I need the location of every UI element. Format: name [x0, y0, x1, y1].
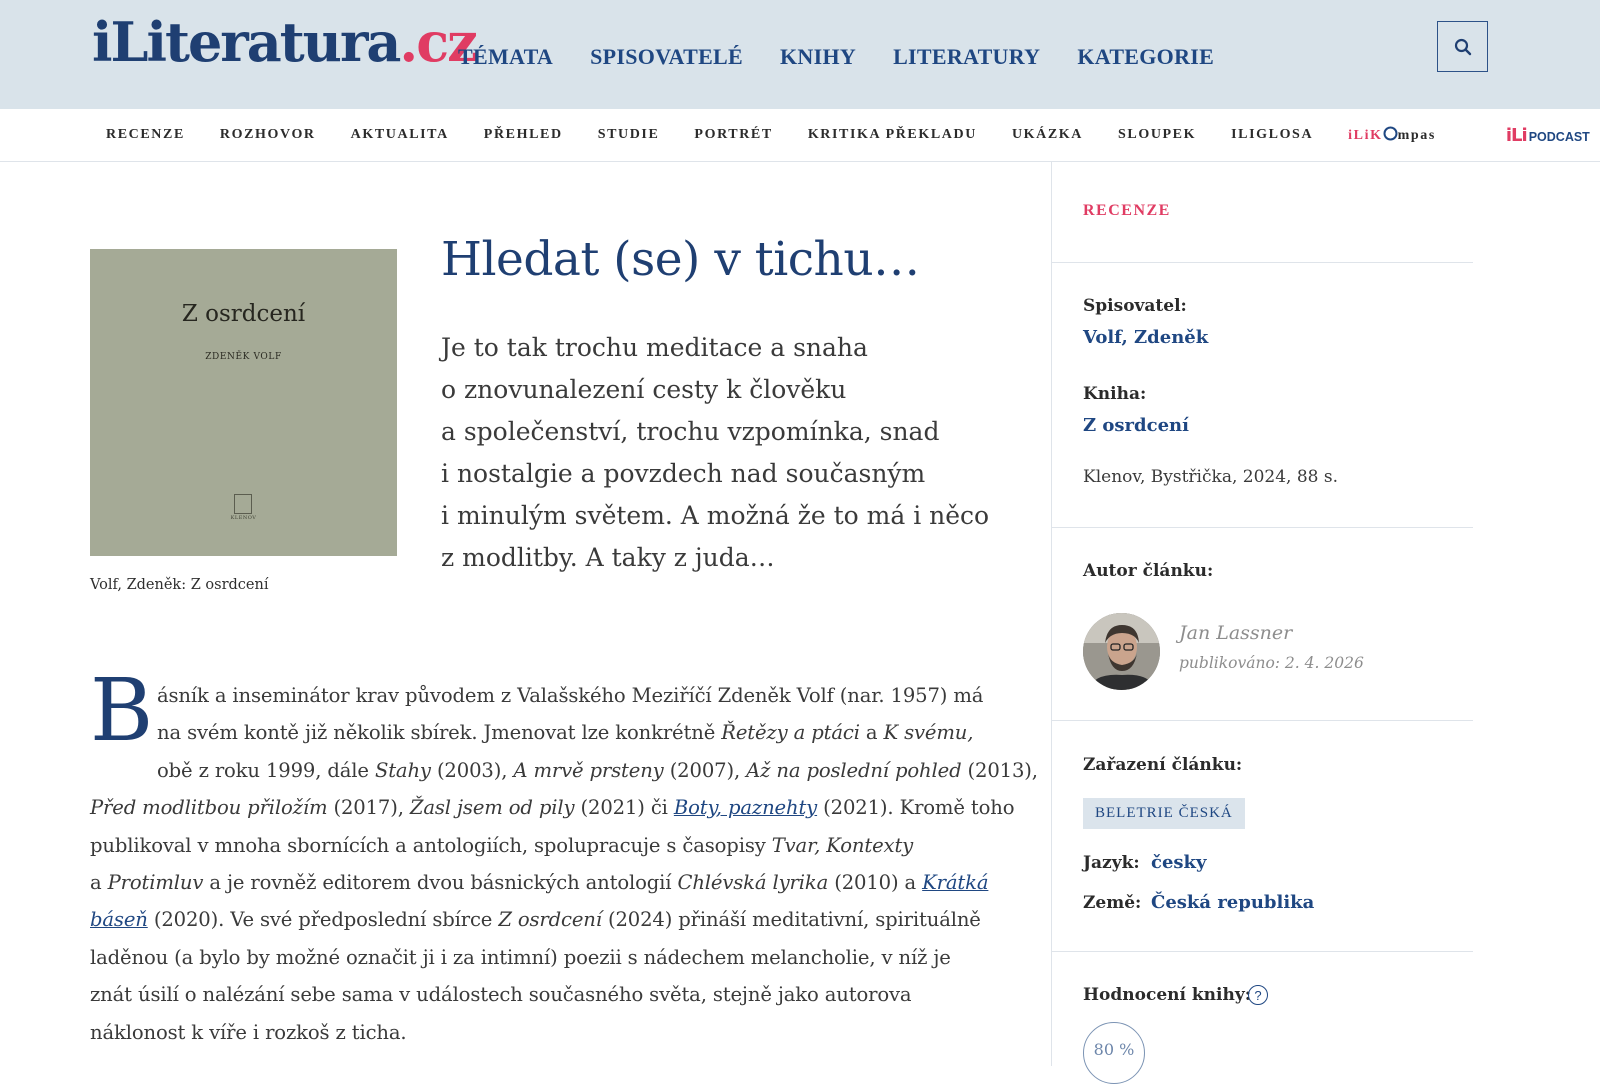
lead-line: o znovunalezení cesty k člověku: [441, 375, 847, 404]
search-icon: [1453, 37, 1473, 57]
body-line: znát úsilí o nalézání sebe sama v událostech současného světa, stejně jako autorova: [90, 983, 912, 1007]
cover-publisher: KLENOV: [230, 515, 257, 521]
nav-temata[interactable]: TÉMATA: [458, 44, 554, 69]
likompas-part-a: iLiK: [1348, 128, 1383, 143]
body-text: (2024) přináší meditativní, spirituálně: [601, 908, 981, 932]
subnav-portret[interactable]: PORTRÉT: [694, 127, 773, 142]
body-text: obě z roku 1999, dále: [157, 758, 375, 782]
subnav-aktualita[interactable]: AKTUALITA: [350, 127, 449, 142]
body-line: [90, 677, 1010, 714]
book-info: Klenov, Bystřička, 2024, 88 s.: [1083, 467, 1338, 487]
book-title: Stahy: [374, 758, 431, 782]
nav-knihy[interactable]: KNIHY: [780, 44, 857, 69]
author-photo-icon: [1083, 613, 1160, 690]
nav-literatury[interactable]: LITERATURY: [893, 44, 1041, 69]
sidebar-separator: [1052, 951, 1473, 952]
body-text: (2020). Ve své předposlední sbírce: [147, 908, 499, 932]
article-body: [90, 677, 1038, 1051]
subnav-iliglosa[interactable]: ILIGLOSA: [1231, 127, 1314, 142]
search-button[interactable]: [1437, 21, 1488, 72]
main-nav: [458, 44, 1214, 70]
body-text: (2003),: [430, 758, 514, 782]
body-text: (2007),: [663, 758, 747, 782]
book-title: Až na poslední pohled: [746, 758, 962, 782]
author-label: Autor článku:: [1083, 561, 1214, 581]
book-link-kratka-basen[interactable]: báseň: [90, 908, 148, 932]
body-text: a: [90, 871, 108, 895]
tag-beletrie-ceska[interactable]: BELETRIE ČESKÁ: [1083, 798, 1245, 829]
book-title: Žasl jsem od pily: [409, 796, 575, 820]
cover-caption: Volf, Zdeněk: Z osrdcení: [90, 577, 269, 593]
body-text: a: [859, 721, 884, 745]
publisher-logo-icon: [234, 494, 252, 514]
body-line: [90, 789, 1015, 826]
language-label: Jazyk:: [1083, 853, 1140, 873]
article-category-link[interactable]: RECENZE: [1083, 202, 1171, 219]
lead-line: i nostalgie a povzdech nad současným: [441, 459, 926, 488]
article-title: Hledat (se) v tichu…: [441, 232, 920, 287]
magazine-title: Protimluv: [107, 871, 204, 895]
author-name-link[interactable]: Jan Lassner: [1179, 622, 1293, 644]
podcast-part-b: PODCAST: [1528, 129, 1590, 144]
book-title: Z osrdcení: [498, 908, 602, 932]
body-text: ásník a inseminátor krav původem z Valašského Meziříčí Zdeněk Volf (nar. 1957) má: [157, 684, 984, 707]
body-text: (2021). Kromě toho: [817, 796, 1015, 820]
writer-label: Spisovatel:: [1083, 296, 1187, 316]
writer-link[interactable]: Volf, Zdeněk: [1083, 327, 1209, 348]
subnav-ukazka[interactable]: UKÁZKA: [1011, 127, 1083, 142]
body-text: (2021) či: [574, 796, 674, 820]
subnav-recenze[interactable]: RECENZE: [106, 127, 185, 142]
body-text: publikoval v mnoha sbornících a antologiích, spolupracuje s časopisy: [90, 833, 772, 857]
body-line: náklonost k víře i rozkoš z ticha.: [90, 1020, 407, 1044]
rating-badge: 80 %: [1083, 1022, 1145, 1084]
body-text: a je rovněž editorem dvou básnických antologií: [203, 871, 678, 895]
book-title: Před modlitbou přiložím: [90, 796, 328, 820]
subnav-sloupek[interactable]: SLOUPEK: [1118, 127, 1197, 142]
body-line: [90, 827, 1010, 864]
logo-main: iLiteratura: [92, 10, 400, 74]
subnav-podcast[interactable]: [1506, 125, 1590, 146]
body-text: (2017),: [327, 796, 410, 820]
site-header: [0, 0, 1600, 109]
body-text: (2010) a: [828, 871, 923, 895]
likompas-part-b: mpas: [1397, 128, 1436, 143]
subnav-studie[interactable]: STUDIE: [597, 127, 660, 142]
subnav-rozhovor[interactable]: ROZHOVOR: [219, 127, 316, 142]
body-line: [90, 752, 1038, 789]
sidebar-separator: [1052, 527, 1473, 528]
article-lead: [441, 327, 1001, 579]
nav-spisovatele[interactable]: SPISOVATELÉ: [590, 44, 743, 69]
rating-label: Hodnocení knihy:: [1083, 985, 1251, 1005]
logo-tld: .cz: [399, 10, 476, 74]
lead-line: z modlitby. A taky z juda…: [441, 543, 775, 572]
cover-title: Z osrdcení: [181, 301, 306, 327]
nav-kategorie[interactable]: KATEGORIE: [1077, 44, 1215, 69]
body-line: [90, 864, 1010, 901]
body-line: [90, 901, 1010, 938]
subnav-prehled[interactable]: PŘEHLED: [483, 127, 563, 142]
compass-icon: [1383, 126, 1398, 141]
book-link[interactable]: Z osrdcení: [1083, 415, 1189, 436]
sidebar-separator: [1052, 720, 1473, 721]
book-cover[interactable]: [90, 249, 397, 556]
classification-label: Zařazení článku:: [1083, 755, 1243, 775]
magazine-title: Tvar, Kontexty: [771, 833, 914, 857]
body-text: na svém kontě již několik sbírek. Jmenovat lze konkrétně: [157, 721, 722, 745]
body-text: (2013),: [961, 758, 1038, 782]
podcast-part-a: iLi: [1505, 124, 1527, 146]
book-link-boty-paznehty[interactable]: Boty, paznehty: [673, 796, 818, 820]
book-title: A mrvě prsteny: [513, 758, 664, 782]
sidebar-separator: [1052, 262, 1473, 263]
body-line: [90, 714, 1010, 751]
book-label: Kniha:: [1083, 384, 1147, 404]
author-avatar[interactable]: [1083, 613, 1160, 690]
site-logo[interactable]: [92, 10, 476, 74]
subnav-ilikompas[interactable]: [1348, 126, 1436, 144]
category-nav: [0, 109, 1600, 162]
drop-cap: B: [90, 661, 154, 761]
cover-author: ZDENĚK VOLF: [205, 352, 282, 362]
help-icon[interactable]: ?: [1248, 985, 1268, 1005]
lead-line: i minulým světem. A možná že to má i něco: [441, 501, 990, 530]
language-link[interactable]: česky: [1151, 852, 1207, 873]
body-line: laděnou (a bylo by možné označit ji i za intimní) poezii s nádechem melancholie, v níž je: [90, 945, 951, 969]
book-title: Chlévská lyrika: [677, 871, 829, 895]
sidebar-divider: [1051, 162, 1052, 1066]
lead-line: Je to tak trochu meditace a snaha: [441, 333, 868, 362]
book-title: K svému,: [883, 721, 974, 745]
country-link[interactable]: Česká republika: [1151, 892, 1315, 913]
country-label: Země:: [1083, 893, 1142, 913]
book-link-kratka-basen[interactable]: Krátká: [922, 871, 989, 895]
lead-line: a společenství, trochu vzpomínka, snad: [441, 417, 940, 446]
book-title: Řetězy a ptáci: [721, 721, 860, 745]
subnav-kritika-prekladu[interactable]: KRITIKA PŘEKLADU: [807, 127, 977, 142]
published-date: publikováno: 2. 4. 2026: [1179, 654, 1364, 672]
